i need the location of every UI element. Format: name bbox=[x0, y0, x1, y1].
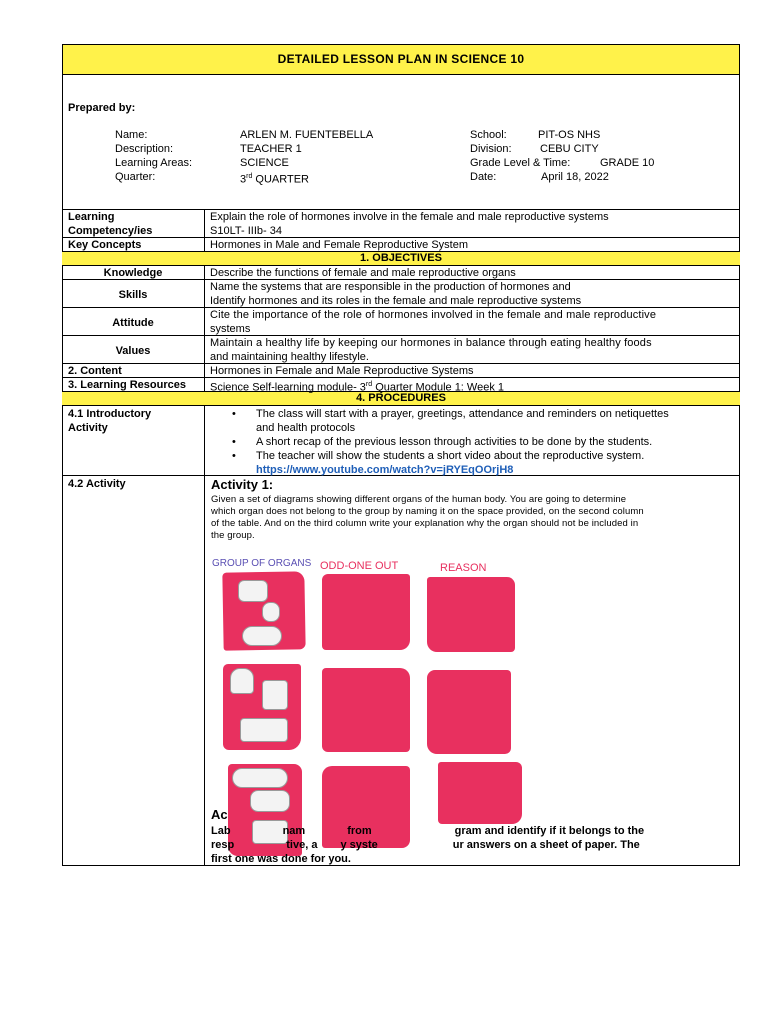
intestine-icon bbox=[242, 626, 282, 646]
uterus-icon bbox=[240, 718, 288, 742]
reason-box-2[interactable] bbox=[427, 670, 511, 754]
procedures-header: 4. PROCEDURES bbox=[62, 392, 740, 405]
activity-2-heading: Ac bbox=[211, 807, 228, 822]
quarter-value: 3rd QUARTER bbox=[240, 173, 309, 186]
list-item: • A short recap of the previous lesson through activities to be done by the students. bbox=[204, 435, 740, 449]
bladder-icon bbox=[250, 790, 290, 812]
lesson-plan-title: DETAILED LESSON PLAN IN SCIENCE 10 bbox=[63, 45, 739, 75]
kidney-icon bbox=[262, 602, 280, 622]
activity-1-description: Given a set of diagrams showing different organs of the human body. You are going to determine which organ does not belong to the group by naming it on the space provided, on the second column of the table. And on the third column write your explanation why the organ should not be included in the group. bbox=[211, 494, 644, 541]
group-of-organs-header: GROUP OF ORGANS bbox=[212, 558, 312, 569]
activity-2-text: Lab nam from gram and identify if it belongs to the resp tive, a y syste ur answers on a sheet of paper. The first one was done for you. bbox=[211, 825, 645, 865]
attitude-label: Attitude bbox=[112, 317, 154, 329]
learning-competency-label: Learning Competency/ies bbox=[68, 211, 153, 237]
reason-box-1[interactable] bbox=[427, 577, 515, 652]
odd-one-out-box-2[interactable] bbox=[322, 668, 410, 752]
odd-one-out-box-1[interactable] bbox=[322, 574, 410, 650]
row-divider bbox=[62, 405, 740, 406]
heart-icon bbox=[262, 680, 288, 710]
list-item: • The teacher will show the students a short video about the reproductive system. bbox=[204, 449, 740, 463]
odd-one-out-header: ODD-ONE OUT bbox=[320, 560, 399, 572]
activity-1-heading: Activity 1: bbox=[211, 477, 274, 492]
school-value: PIT-OS NHS bbox=[538, 129, 601, 141]
school-label: School: bbox=[470, 129, 507, 141]
learning-competency-text: Explain the role of hormones involve in the female and male reproductive systems S10LT- IIIb- 34 bbox=[210, 211, 609, 237]
description-label: Description: bbox=[115, 143, 174, 155]
skills-label: Skills bbox=[118, 289, 148, 301]
values-text: Maintain a healthy life by keeping our hormones in balance through eating healthy foods and maintaining healthy lifestyle. bbox=[210, 337, 652, 363]
learning-areas-label: Learning Areas: bbox=[115, 157, 193, 169]
learning-areas-value: SCIENCE bbox=[240, 157, 289, 169]
learning-resources-text: Science Self-learning module- 3rd Quarter Module 1: Week 1 bbox=[210, 381, 505, 394]
introductory-activity-list bbox=[204, 407, 740, 477]
quarter-label: Quarter: bbox=[115, 171, 156, 183]
name-value: ARLEN M. FUENTEBELLA bbox=[240, 129, 374, 141]
date-label: Date: bbox=[470, 171, 497, 183]
objectives-header: 1. OBJECTIVES bbox=[62, 252, 740, 265]
activity-label: 4.2 Activity bbox=[68, 478, 126, 490]
description-value: TEACHER 1 bbox=[240, 143, 302, 155]
grade-value: GRADE 10 bbox=[600, 157, 655, 169]
prepared-by-label: Prepared by: bbox=[68, 102, 136, 114]
attitude-text: Cite the importance of the role of hormones involved in the female and male reproductive systems bbox=[210, 309, 657, 335]
knowledge-text: Describe the functions of female and male reproductive organs bbox=[210, 267, 516, 279]
skills-text: Name the systems that are responsible in the production of hormones and Identify hormones and its roles in the female and male reproductive systems bbox=[210, 281, 582, 307]
knowledge-label: Knowledge bbox=[103, 267, 163, 279]
division-label: Division: bbox=[470, 143, 512, 155]
division-value: CEBU CITY bbox=[540, 143, 599, 155]
key-concepts-text: Hormones in Male and Female Reproductive System bbox=[210, 239, 469, 251]
introductory-activity-label: 4.1 Introductory Activity bbox=[68, 408, 152, 434]
stomach-icon bbox=[238, 580, 268, 602]
values-label: Values bbox=[115, 345, 151, 357]
video-link[interactable]: https://www.youtube.com/watch?v=jRYEqOOrjH8 bbox=[256, 464, 514, 476]
content-text: Hormones in Female and Male Reproductive Systems bbox=[210, 365, 474, 377]
list-item: • The class will start with a prayer, greetings, attendance and reminders on netiquettes and health protocols bbox=[204, 407, 740, 435]
reason-header: REASON bbox=[440, 562, 487, 574]
grade-label: Grade Level & Time: bbox=[470, 157, 571, 169]
reason-box-3[interactable] bbox=[438, 762, 522, 824]
learning-resources-label: 3. Learning Resources bbox=[68, 379, 186, 391]
content-label: 2. Content bbox=[68, 365, 122, 377]
ovary-icon bbox=[232, 768, 288, 788]
key-concepts-label: Key Concepts bbox=[68, 239, 142, 251]
name-label: Name: bbox=[115, 129, 148, 141]
lungs-icon bbox=[230, 668, 254, 694]
date-value: April 18, 2022 bbox=[541, 171, 609, 183]
